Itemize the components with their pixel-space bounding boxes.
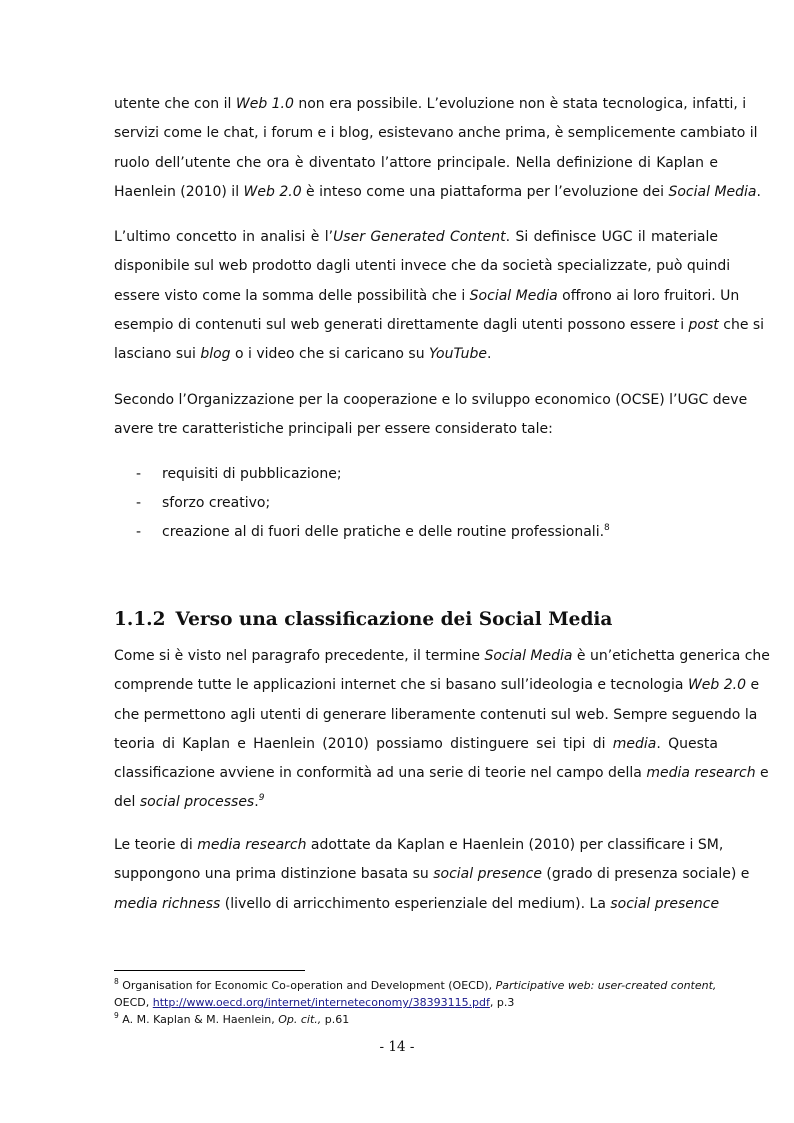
list-item-text: requisiti di pubblicazione; <box>162 466 342 482</box>
list-dash: - <box>136 524 142 540</box>
text-line: esempio di contenuti sul web generati direttamente dagli utenti possono essere i post che si <box>114 316 765 333</box>
footnote-number: 9 <box>114 1011 119 1020</box>
list-item <box>114 489 718 518</box>
text-line: avere tre caratteristiche principali per essere considerato tale: <box>114 421 553 438</box>
list-item <box>114 518 718 547</box>
paragraph-4 <box>114 642 770 818</box>
footnote-ref[interactable]: 8 <box>604 523 610 533</box>
text-line: comprende tutte le applicazioni internet che si basano sull’ideologia e tecnologia Web 2.0 e <box>114 677 760 694</box>
paragraph-1 <box>114 90 761 207</box>
text-line: servizi come le chat, i forum e i blog, esistevano anche prima, è semplicemente cambiato il <box>114 125 758 142</box>
list-item-text: sforzo creativo; <box>162 495 271 511</box>
footnote-ref[interactable]: 9 <box>258 793 265 804</box>
text-line: disponibile sul web prodotto dagli utenti invece che da società specializzate, può quindi <box>114 258 731 275</box>
paragraph-5 <box>114 831 750 919</box>
list-item <box>114 460 718 489</box>
text-line: utente che con il Web 1.0 non era possibile. L’evoluzione non è stata tecnologica, infatti, i <box>114 96 747 112</box>
footnote-number: 8 <box>114 977 119 986</box>
section-heading <box>114 609 612 630</box>
text-line: Secondo l’Organizzazione per la cooperazione e lo sviluppo economico (OCSE) l’UGC deve <box>114 392 748 408</box>
list-item-text: creazione al di fuori delle pratiche e delle routine professionali.$^8$ <box>162 523 610 540</box>
footnote-separator <box>114 970 305 971</box>
paragraph-3 <box>114 386 748 445</box>
text-line: Le teorie di media research adottate da Kaplan e Haenlein (2010) per classificare i SM, <box>114 837 724 853</box>
text-line: essere visto come la somma delle possibilità che i Social Media offrono ai loro fruitori. Un <box>114 287 740 304</box>
text-line: teoria di Kaplan e Haenlein (2010) possiamo distinguere sei tipi di media. Questa <box>114 735 718 752</box>
page-number: - 14 - <box>379 1039 415 1055</box>
list-dash: - <box>136 495 142 511</box>
footnote-9: $^9$ A. M. Kaplan & M. Haenlein, Op. cit., p.61 <box>114 1011 350 1026</box>
footnote-8: $^8$ Organisation for Economic Co-operation and Development (OECD), Participative web: user-created content, <box>114 977 717 992</box>
text-line: Haenlein (2010) il Web 2.0 è inteso come una piattaforma per l’evoluzione dei Social Media. <box>114 183 761 200</box>
section-number: 1.1.2 <box>114 609 166 630</box>
text-line: ruolo dell’utente che ora è diventato l’attore principale. Nella definizione di Kaplan e <box>114 154 718 171</box>
text-line: media richness (livello di arricchimento esperienziale del medium). La social presence <box>114 895 720 912</box>
text-line: Come si è visto nel paragrafo precedente, il termine Social Media è un’etichetta generica che <box>114 648 770 664</box>
text-line: lasciano sui blog o i video che si caricano su YouTube. <box>114 346 492 363</box>
text-line: L’ultimo concetto in analisi è l’User Generated Content. Si definisce UGC il materiale <box>114 229 719 245</box>
paragraph-2 <box>114 223 765 369</box>
footnote-8-line-2: OECD, http://www.oecd.org/internet/interneteconomy/38393115.pdf, p.3 <box>114 996 515 1009</box>
text-line: del social processes.$^9$ <box>114 793 265 811</box>
list-dash: - <box>136 466 142 482</box>
text-line: classificazione avviene in conformità ad una serie di teorie nel campo della media research e <box>114 765 769 782</box>
oecd-link[interactable]: http://www.oecd.org/internet/interneteconomy/38393115.pdf <box>152 996 490 1009</box>
section-title: Verso una classificazione dei Social Media <box>175 609 613 630</box>
text-line: suppongono una prima distinzione basata su social presence (grado di presenza sociale) e <box>114 866 750 883</box>
text-line: che permettono agli utenti di generare liberamente contenuti sul web. Sempre seguendo la <box>114 706 758 723</box>
